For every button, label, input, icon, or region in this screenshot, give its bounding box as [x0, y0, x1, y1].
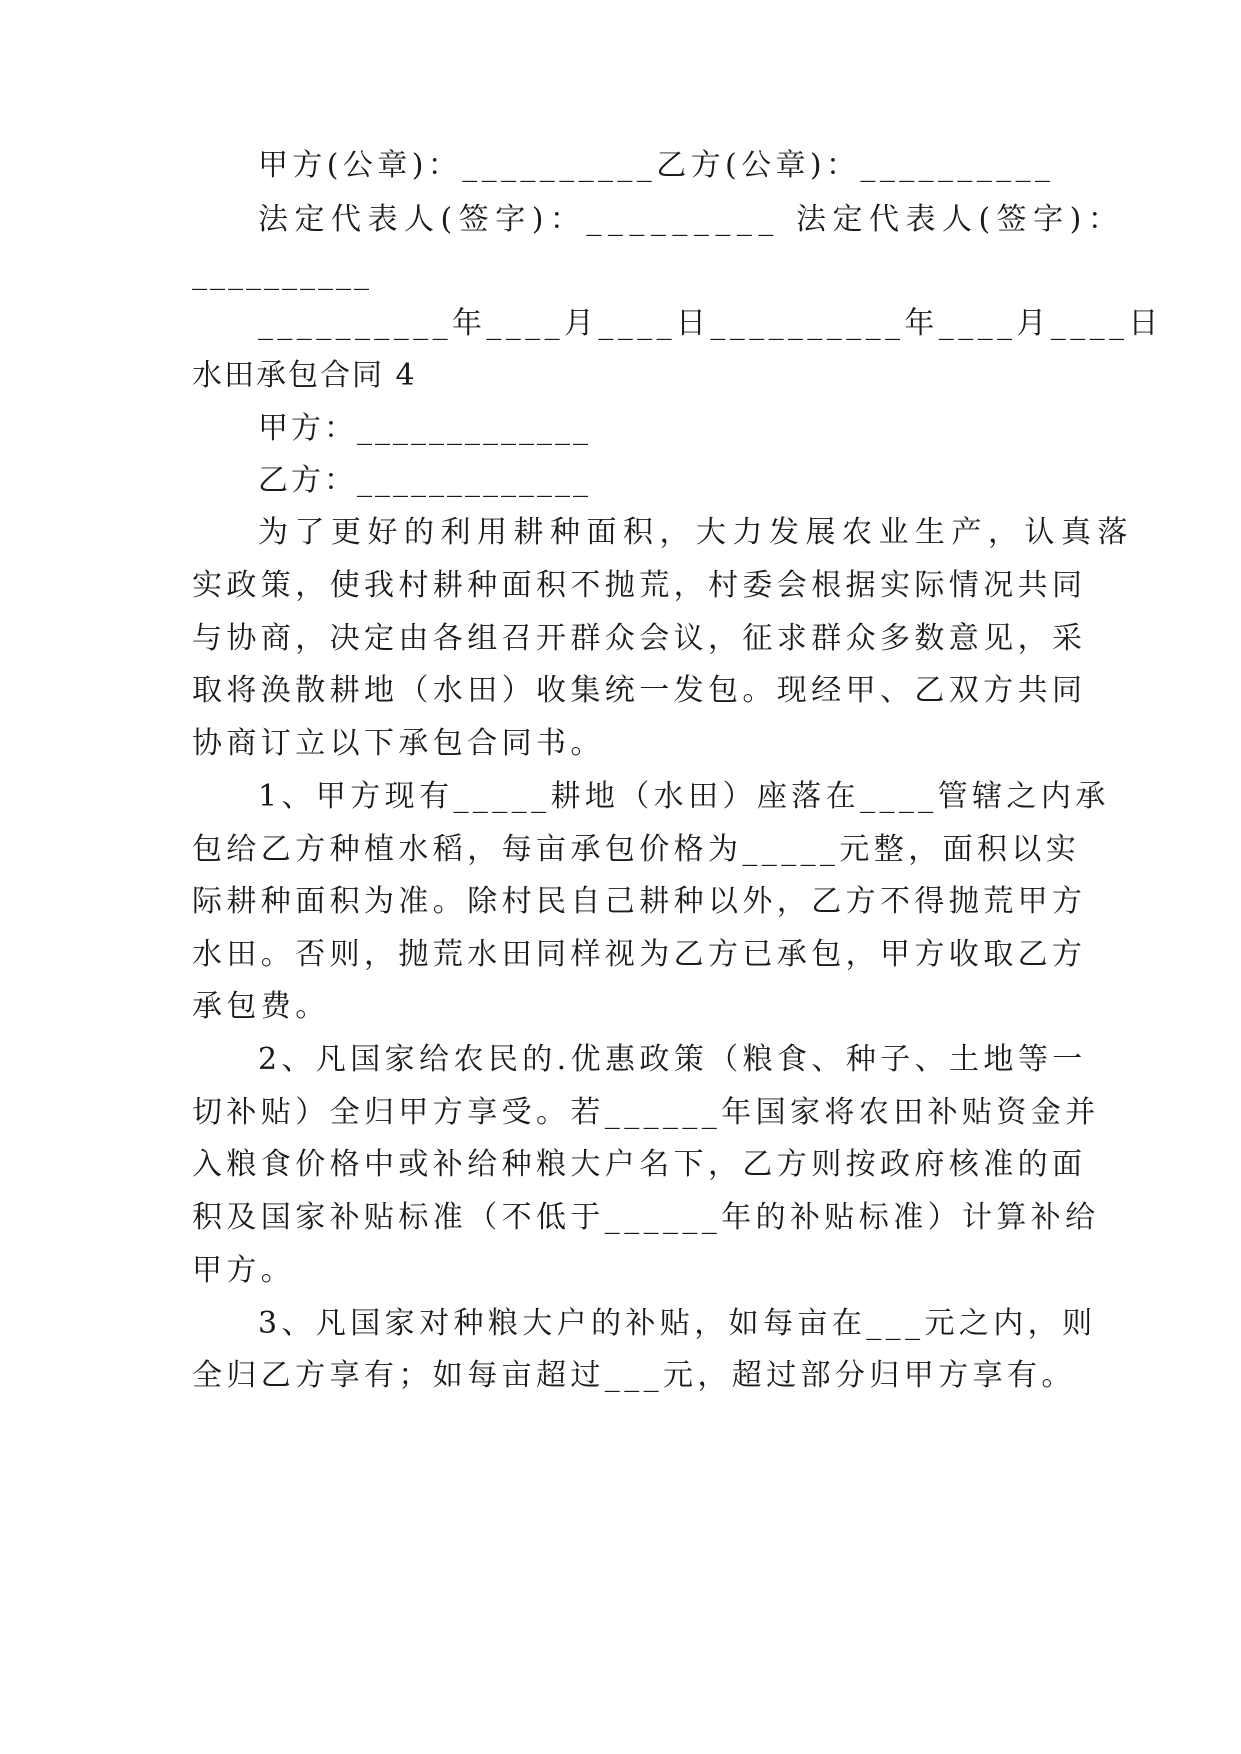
intro-line-1: 为了更好的利用耕种面积，大力发展农业生产，认真落: [258, 515, 1134, 550]
clause1-line-3: 际耕种面积为准。除村民自己耕种以外，乙方不得抛荒甲方: [192, 884, 1087, 919]
date-line: __________年____月____日__________年____月____日: [258, 306, 1163, 341]
clause2-line-3: 入粮食价格中或补给种粮大户名下，乙方则按政府核准的面: [192, 1147, 1087, 1182]
clause2-line-4: 积及国家补贴标准（不低于______年的补贴标准）计算补给: [192, 1200, 1100, 1235]
seal-signature-line: 甲方(公章)：__________乙方(公章)：__________: [258, 148, 1055, 183]
representative-signature-blank: __________: [192, 256, 372, 291]
clause1-line-4: 水田。否则，抛荒水田同样视为乙方已承包，甲方收取乙方: [192, 937, 1087, 972]
representative-signature-line: 法定代表人(签字)：_________ 法定代表人(签字)：: [258, 202, 1125, 237]
clause2-line-5: 甲方。: [192, 1253, 296, 1288]
party-b-line: 乙方：_____________: [258, 463, 591, 498]
clause1-line-1: 1、甲方现有_____耕地（水田）座落在____管辖之内承: [258, 779, 1110, 814]
clause1-line-5: 承包费。: [192, 989, 330, 1024]
party-a-line: 甲方：_____________: [258, 411, 591, 446]
intro-line-4: 取将涣散耕地（水田）收集统一发包。现经甲、乙双方共同: [192, 673, 1087, 708]
intro-line-3: 与协商，决定由各组召开群众会议，征求群众多数意见，采: [192, 621, 1087, 656]
intro-line-2: 实政策，使我村耕种面积不抛荒，村委会根据实际情况共同: [192, 568, 1087, 603]
intro-line-5: 协商订立以下承包合同书。: [192, 726, 605, 761]
contract-title: 水田承包合同 4: [192, 358, 417, 393]
clause1-line-2: 包给乙方种植水稻，每亩承包价格为_____元整，面积以实: [192, 832, 1081, 867]
clause2-line-1: 2、凡国家给农民的.优惠政策（粮食、种子、土地等一: [258, 1042, 1087, 1077]
clause3-line-2: 全归乙方享有；如每亩超过___元，超过部分归甲方享有。: [192, 1358, 1076, 1393]
clause3-line-1: 3、凡国家对种粮大户的补贴，如每亩在___元之内，则: [258, 1306, 1097, 1341]
clause2-line-2: 切补贴）全归甲方享受。若______年国家将农田补贴资金并: [192, 1095, 1100, 1130]
